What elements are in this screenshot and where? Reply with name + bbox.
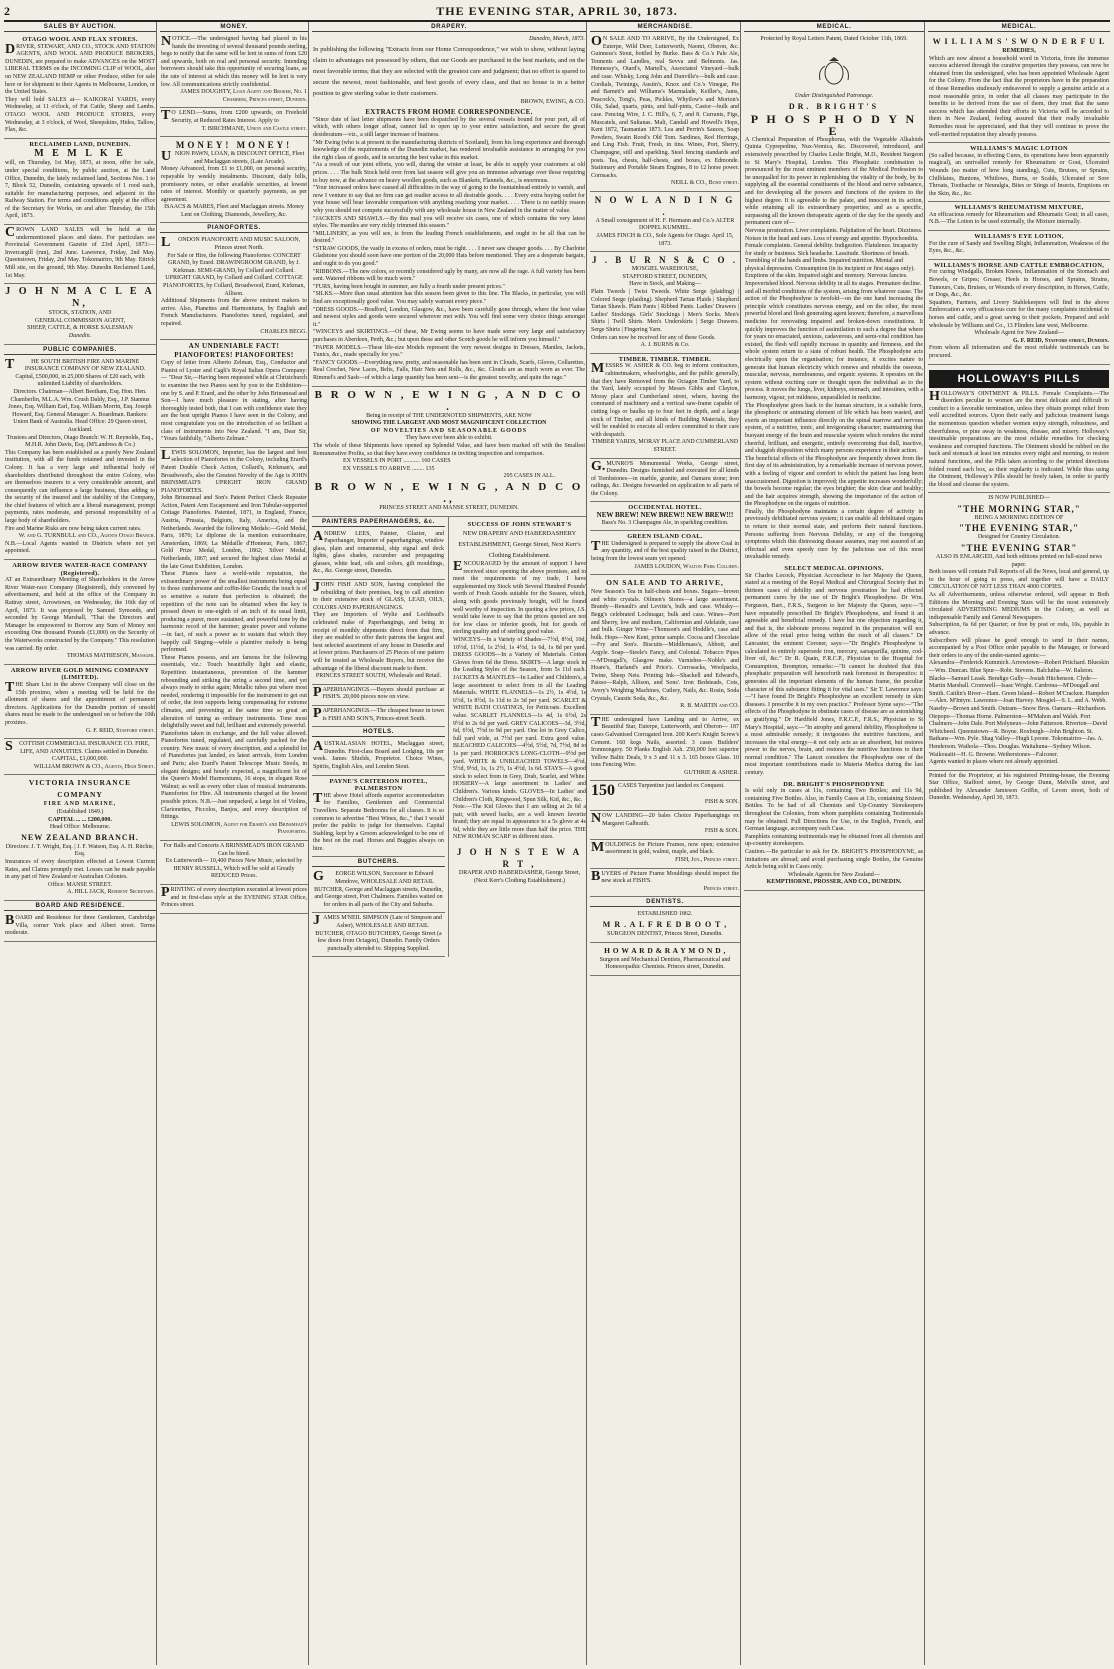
ad-australasian-hotel: AUSTRALASIAN HOTEL, Maclaggan street, Dunedin. First-class Board and Lodging, 18s per week. James Shields, Proprietor. Choice Wines, Spirits, English Ales, and London Stout. (312, 739, 445, 775)
drapery-subcolumns (312, 517, 586, 958)
imprint: Printed for the Proprietor, at his registered Printing-house, the Evening Star Office, Stafford street, by George Dunn, Melville street, and published by Alexander Jamieson Griffin, of Leven street, both of Dunedin. Wednesday, April 30, 1873. (929, 772, 1109, 802)
ad-george-wilson: GEORGE WILSON, Successor to Edward Mendove, WHOLESALE AND RETAIL BUTCHER, George and Maclaggan streets, Dunedin, and George street, Port Chalmers. Families waited on for orders in all parts of the City and Suburbs. (312, 869, 445, 913)
ad-printing: PRINTING of every description executed at lowest prices and in first-class style at the EVENING STAR Office, Princes street. (160, 885, 308, 914)
ad-andrew-lees: ANDREW LEES, Painter, Glazier, and Paperhanger, Importer of paperhangings, window glass, plain and ornamental, ship signal and deck lights, glass shades, cucumber and propagating glasses, white lead, oils and colors, gilt mouldings, &c., &c. George street, Dunedin. (312, 529, 445, 581)
royal-crest (745, 56, 923, 90)
section-header: DRAPERY. (312, 22, 586, 32)
ad-reclaimed-land: RECLAIMED LAND, DUNEDIN. M E M L K E will, on Thursday, 1st May, 1873, at noon, offer for sale, under special conditions, by public auction, at the Land Office, Dunedin, the lately reclaimed land, Sections Nos. 1 to 7, Block 52, Dunedin, containing upwards of 1 rood each, suitable for manufacturing purposes, and adjacent to the Railway Station. For terms and conditions apply at the office of the Secretary for Works, on and after Thursday, the 15th April, 1873. (4, 139, 156, 225)
subcolumn-left: PAINTERS PAPERHANGERS, &c. ANDREW LEES, Painter, Glazier, and Paperhanger, Importer of paperhangings, window glass, plain and ornamental, ship signal and deck lights, glass shades, cucumber and propagating glasses, white lead, oils and colors, gilt mouldings, &c., &c. George street, Dunedin. JOHN FISH AND SON, having completed the rebuilding of their premises, beg to call attention to their extensive stock of GLASS, LEAD, OILS, COLORS AND PAPERHANGINGS. They are Importers of Wylie and Lochhead's celebrated make of Paperhangings, and being in receipt of monthly shipments direct from that firm, they are enabled to offer their patrons the largest and best selected assortment of any house in Dunedin and at lower prices. Purchasers of 25 Pieces of one pattern will be treated as Wholesale Buyers, but receive the advantage of the liberal discount made to them. PRINCES STREET SOUTH, Wholesale and Retail. PAPERHANGINGS.—Buyers should purchase at FISH'S. 20,000 pieces now on view. PAPERHANGINGS.—The cheapest house in town is FISH AND SON'S, Princes-street South. HOTELS. AUSTRALASIAN HOTEL, Maclaggan street, Dunedin. First-class Board and Lodging, 18s per week. James Shields, Proprietor. Choice Wines, Spirits, English Ales, and London Stout. PAYNE'S CRITERION HOTEL, PALMERSTON THE above Hotel affords superior accommodation for Families, Gentlemen and Commercial Travellers. Separate Bedrooms for all classes. It is so common to advertise "Best Wines, &c.," that I would prefer the public to judge for themselves. Capital Stabling, kept by a Groom acknowledged to be one of the best on the road. Horses and Buggies always on hire. BUTCHERS. GEORGE WILSON, Successor to Edward Mendove, WHOLESALE AND RETAIL BUTCHER, George and Maclaggan streets, Dunedin, and George street, Port Chalmers. Families waited on for orders in all parts of the City and Suburbs. JAMES M'NEIL SIMPSON (Late of Simpson and Asher), WHOLESALE AND RETAIL BUTCHER, OTAGO BUTCHERY, George Street (a few doors from Octagon), Dunedin. Family Orders punctually attended to. Shipping Supplied. (312, 517, 449, 958)
ad-to-lend: TO LEND.—Sums, from £200 upwards, on Freehold Security, at Reduced Rates Interest. Apply to T. BIRCHMANE, Union and Castle street. (160, 108, 308, 137)
section-header: PUBLIC COMPANIES. (4, 345, 156, 355)
column-drapery (312, 22, 587, 1665)
ad-south-british: THE SOUTH BRITISH FIRE AND MARINE INSURANCE COMPANY OF NEW ZEALAND. Capital, £500,000, in 25,000 Shares of £20 each, with unlimited Liability of shareholders. Directors. Chairman—Albert Beetham, Esq. Hon. Hen. Chamberlin, M.L.A. Wm. Crush Daldy, Esq., J.P. Stannus Jones, Esq. William Earl, Esq. William Morrin, Esq. Joseph Howard, Esq. General Manager: A. Boardman. Bankers: Union Bank of Australia. Head Office: 29 Queen street, Auckland. Trustees and Directors, Otago Branch: W. H. Reynolds, Esq., M.H.R. John Davis, Esq. (M'Landress & Co.) This Company has been established as a purely New Zealand institution, with all the funds retained and invested in the Colony. It has a very large and influential body of shareholders distributed throughout the entire Colony, who are themselves insurers to a very considerable amount, and consequently can influence a large business, thus adding to the security of the insured and the stability of the Company, the chief features of which are a liberal management, prompt payments, rates moderate, and personal responsibility of a large body of shareholders. Fire and Marine Risks are now being taken current rates. W. and G. TURNBULL and CO., Agents Otago Branch. N.B.—Local Agents wanted in Districts where not yet appointed. (4, 357, 156, 560)
ad-john-maclean: J O H N M A C L E A N, STOCK, STATION, AND GENERAL COMMISSION AGENT, SHEEP, CATTLE, & HORSE SALESMAN Dunedin. (4, 284, 156, 344)
section-header: BOARD AND RESIDENCE. (4, 901, 156, 911)
section-header: MERCHANDISE. (590, 22, 740, 32)
ad-paperhangings-1: PAPERHANGINGS.—Buyers should purchase at FISH'S. 20,000 pieces now on view. (312, 685, 445, 706)
masthead (4, 4, 1110, 22)
ad-criterion-hotel: PAYNE'S CRITERION HOTEL, PALMERSTON THE above Hotel affords superior accommodation for Families, Gentlemen and Commercial Travellers. Separate Bedrooms for all classes. It is so common to advertise "Best Wines, &c.," that I would prefer the public to judge for themselves. Capital Stabling, kept by a Groom acknowledged to be one of the best on the road. Horses and Buggies always on hire. (312, 776, 445, 858)
section-header: MONEY. (160, 22, 308, 32)
ad-occidental-hotel: OCCIDENTAL HOTEL. NEW BREW! NEW BREW!! NEW BREW!!! Bass's No. 3 Champagne Ale, in sparkling condition. (590, 502, 740, 531)
column-medical-2 (928, 22, 1110, 1665)
ad-howard-raymond: H O W A R D & R A Y M O N D , Surgeon and Mechanical Dentists, Pharmaceutical and Homoeopathic Chemists. Princes street, Dunedin. (590, 943, 740, 976)
ad-martin-sale: ON SALE AND TO ARRIVE, New Season's Tea in half-chests and boxes. Sugars—brown and white crystals. Oilmen's Stores—a large assortment. Brandy—Renault's and Levitte's, bulk and case. Whisky—Begg's celebrated Lochnagar, bulk and case. Wines—Port and Sherry, low and medium, Californian and Adelaide, case and bulk. Ginger Wine—Thomson's and Hoddle's, case and bulk. Hops—New Kent, prime sample. Cocoa and Chocolate—Fry and Son's. Biscuits—Middlemass's, Abbott, and Argyle. Soap—Steele's Fancy, and Colonial. Tobacco Pipes—M'Dougall's, Glasgow make. Varnishes—Noble's and Hoare's, Harland's and Price's. Corrosacks, Woolpacks, Twine, Sheep Nets. Printing Ink—Shackell and Edward's, Paisso—Ralph, Allison, and Sons'. Iron Bedsteads, Cots, Avery's Weighing Machines, Cutlery, Nails, &c. Rosin, Soda Crystals, Caustic Soda, &c., &c. R. B. MARTIN and CO. (590, 575, 740, 715)
ad-otago-wool: OTAGO WOOL AND FLAX STORES. DRIVER, STEWART, AND CO., STOCK AND STATION AGENTS, AND WOOL AND PRODUCE BROKERS, DUNEDIN, are prepared to make ADVANCES on the MOST LIBERAL TERMS on the INCOMING CLIP of WOOL, also on NEW ZEALAND HEMP or other Produce, either for sale here or for shipment to their Agents in Melbourne, London, or the United States. They will hold SALES at— KAIKORAI YARDS, every Wednesday, at 11 o'clock, of Fat Cattle, Sheep and Lambs. OTAGO WOOL AND PRODUCE STORES, every Wednesday, at 3 o'clock, of Wool, Sheepskins, Hides, Tallow, Flax, &c. (4, 34, 156, 139)
ad-lewis-solomon: LEWIS SOLOMON, Importer, has the largest and best selection of Pianofortes in the Colony, including Erard's Patent Double Check Action, Collard's, Kirkman's, and Broadwood's, also the Greatest Novelty of the Age is JOHN BRINSMEAD'S UPRIGHT IRON GRAND PIANOFORTES. John Brinsmead and Son's Patent Perfect Check Repeater Action, Patent Arm Escapement and Iron Tubular-supported Cottage Pianofortes. Patented, 1871, in England, France, Austria, Prussia, Belgium, Italy, America, and the Netherlands. Awarded the following Medals:—Gold Medal, Paris, 1870; Le diplome de la mention extraordinaire, Amsterdam, 1869; La Médaille d'Honneur, Paris, 1867; Gold Prize Medal, London, 1862; Silver Medal, Netherlands, 1867; and secured the highest class Medal at the late Great Exhibition, London. These Pianos have a world-wide reputation, the extraordinary power of the smallest instruments being equal to those cumbersome and coffin-like Grands; the touch is of so sensitive a nature that perfection is obtained; the repetition of the note can be obtained when the key is pressed down to one-eighth of an inch of its usual limit, producing a purer, more sustained, and powerful tone by the harmonic recoil of the hammer; greater power and volume—in fact, of such a power as to sustain that which they happily call Singing—while a plaintive melody is being performed. These Pianos possess, and are famous for the following essentials, viz.: Touch beautifully light and elastic, Repetition instantaneous, prevention of the hammer rebounding and striking the string a second time, and yet always ready to strike again; Metallic tubes put where most needed, rendering it impossible for the instrument to get out of order, the iron supports being compensating for extreme climates, and preventing at the same time so great an alteration of tuning as ordinary instruments. Tone most delightfully sweet and full, brilliant and extremely powerful. Pianofortes taken in exchange, and the full value allowed. Pianofortes tuned, regulated, and carefully packed for the country. New music of every description, and a splendid lot of Pianofortes just landed, ex latest arrivals, from London and Paris; also Erard's Patent Telescope Music Stools, in elegant designs; and hourly expected, a magnificent lot of the Queen's Model Harmoniums, 16 stops, in elegant Rose Walnut; as well as every other class of musical instruments. Pianofortes for Hire. All instruments charged at the lowest possible prices. N.B.—Just unpacked, a large lot of Violins, Clarionettes, Piccolos, Banjos, and every description of fittings. LEWIS SOLOMON, Agent for Erard's and Brinsmead's Pianofortes. (160, 448, 308, 841)
ad-munro-monumental: G.MUNRO'S Monumental Works, George street, Dunedin. Designs furnished and executed for all kinds of Tombstones—in marble, granite, and Oamaru stone; iron railings, &c. Designs forwarded on application to all parts of the Colony. (590, 459, 740, 503)
ad-notice-loans: NOTICE.—The undersigned having had placed in his hands the investing of several thousand pounds sterling, begs to notify that the same will be lent in sums of from £20 and upwards, both on real and personal security. Intending borrowers should take this opportunity of securing loans, as the rate of interest at which this money will be lent is very low. All communications strictly confidential. JAMES DOUGHTY, Loan Agent and Broker, No. 1 Chambers, Princes street, Dunedin. (160, 34, 308, 108)
ad-now-landing-paper: NOW LANDING—20 bales Choice Paperhangings ex Margaret Galbraith. FISH & SON. (590, 811, 740, 840)
ad-burns-mosgiel: J . B U R N S & C O . MOSGIEL WAREHOUSE, STAFFORD STREET, DUNEDIN, Have in Stock, and Making— Plain Tweeds | Twist Tweeds. White Serge (plaiding) | Colored Serge (plaiding). Shepherd Tartan Plaids | Shepherd Tartan Shawls. Plain Pants | Ribbed Pants. Ladies' Drawers | Ladies' Stockings. Girls' Stockings | Men's Socks. Men's Shirts | Twill Shirts. Men's Underskirts | Serge Drawers. Serge Shirts | Fingering Yarn. Orders can now be received for any of these Goods. A. J. BURNS & Co. (590, 252, 740, 354)
section-header: PIANOFORTES. (160, 223, 308, 233)
ad-london-pianoforte: LONDON PIANOFORTE AND MUSIC SALOON, Princes street North. For Sale or Hire, the following Pianofortes: CONCERT GRAND, by Erard. DRAWINGROOM GRAND, by J. Kirkman. SEMI-GRAND, by Collard and Collard. UPRIGHT GRAND, by Collard and Collard. COTTAGE PIANOFORTES, by Collard, Broadwood, Erard, Kirkman, Allison. Additional Shipments from the above eminent makers to arrive. Also, Pianettes and Harmoniums, by English and French Manufacturers. Pianofortes tuned, regulated, and repaired. CHARLES BEGG. (160, 235, 308, 340)
page-number: 2 (4, 4, 10, 18)
ad-arrow-river-water: ARROW RIVER WATER-RACE COMPANY (Registered). AT an Extraordinary Meeting of Shareholders in the Arrow River Water-race Company (Registered), duly convened by advertisement, and held at the office of the Company in Rattray street, Arrowtown, on Wednesday, the 16th day of April, 1873. It was proposed by Samuel Symonds, and seconded by George Marshall, "That the Directors and Manager be empowered to Borrow any Sum of Money not exceeding One thousand Pounds (£1,000) on the Security of the Waterworks constructed by the Company." This resolution was carried. By order. THOMAS MATHIESON, Manager. (4, 560, 156, 665)
ad-paperhangings-2: PAPERHANGINGS.—The cheapest house in town is FISH AND SON'S, Princes-street South. (312, 706, 445, 727)
ad-undeniable-fact: AN UNDENIABLE FACT! PIANOFORTES! PIANOFORTES! Copy of letter from Alberto Zelman, Esq., Conductor and Pianist of Lyster and Cagli's Royal Italian Opera Company:— "Dear Sir,—Having been requested while at Christchurch to examine the two Pianos sent by you to the Exhibition—one by S. and P. Erard, and the other by John Brinsmead and Son—I have much pleasure in stating, after having thoroughly tested both, that I can with confidence state they are the best upright Pianos I have seen in the Colony, and most congratulate you on the introduction of so brilliant a class of instruments into New Zealand. "I am, Dear Sir, "Yours faithfully, "Alberto Zelman." (160, 340, 308, 448)
ad-brinsmead-hire: For Balls and Concerts A BRINSMEAD'S IRON GRAND Can be hired. Ex Lutterworth— 10,400 Pieces New Music, selected by HENRY RUSSELL, Which will be sold at Greatly REDUCED Prices. (160, 841, 308, 885)
column-medical-1 (744, 22, 925, 1665)
ad-green-island-coal: GREEN ISLAND COAL. THE Undersigned is prepared to supply the above Coal in any quantity, and of the best quality raised in the District, being from the lowest seam yet opened. JAMES LOUDON, Walton Park Colliery. (590, 531, 740, 575)
ad-alfred-boot: ESTABLISHED 1862. M R . A L F R E D B O O T , SURGEON DENTIST, Princes Street, Dunedin. (590, 909, 740, 942)
ad-union-pawn: MONEY! MONEY! UNION PAWN, LOAN, & DISCOUNT OFFICE, Fleet and Maclaggan streets, (Late Arcade). Money Advanced, from £1 to £1,000, on personal security, repayable by weekly instalments. Discount, daily bills, promissory notes, or other available securities, at lowest rates of interest. Monthly or quarterly payments, as per agreement. ISAACS & MARES, Fleet and Maclaggan streets. Money Lent on Clothing, Diamonds, Jewellery, &c. (160, 137, 308, 223)
ad-turpentine: 150 CASES Turpentine just landed ex Conquest. FISH & SON. (590, 781, 740, 811)
ad-now-landing-kummel: N O W L A N D I N G . A Small consignment of H. F. Hermann and Co.'s ALTER DOPPEL KUMMEL. JAMES FINCH & CO., Sole Agents for Otago. April 15, 1873. (590, 192, 740, 252)
ad-morning-star: IS NOW PUBLISHED— "THE MORNING STAR," BEING A MORNING EDITION OF "THE EVENING STAR," Designed for Country Circulation. "THE EVENING STAR" ALSO IS ENLARGED, And both editions printed on full-sized news paper. Both issues will contain Full Reports of all the News, local and general, up to the hour of going to press, and together will have a DAILY CIRCULATION OF NOT LESS THAN 4000 COPIES. As all Advertisements, unless otherwise ordered, will appear in Both Editions the Morning and Evening Stars will be the most extensively circulated ADVERTISING MEDIUMS in the Colony, as well as indispensable Family and General Newspapers. Subscription, 6s 6d per Quarter; or free by post or rods, 10s, payable in advance. Subscribers will please be good enough to send in their names, accompanied by a Post Office order payable to the Manager, or forward their orders to any of the under-named agents:— Alexandra—Frederick Kummich. Arrowtown—Robert Pritchard. Blueskin—Wm. Duncan. Blue Spur—Robt. Stevens. Balclutha—W. Ralston. Blacks—Samuel Leask. Bendigo Gully—Josiah Hitchenson. Clyde—Martin Marshall. Cromwell—Isaac Wright. Cardrona—M'Dougall and Smith. Caitlin's River—Ham. Green Island—Robert M'Cracken. Hampden—Alex. M'Intyre. Lawrence—Joan Harvey. Mosgiel—S. L. and A. Webb. Naseby—Brown and Smith. Outram—Snow Bros. Oamaru—Richardson. Otepopo—Thomas Horne. Palmerston—M'Mahon and Walsh. Port Chalmers—John Dale. Port Molyneux—John Patterson. Riverton—David Whitcheed. Queenstown—R. Boyne. Roxburgh—John Brighton. St. Bathans—Wm. Pyle. Shag Valley—Hugh Lyeone. Tokomairiro—Jas. A. Henderson. Waihola—Thos. Douglas. Waitahuna—Sydney Wilson. Waikouaiti—H. G. Browne. Wetherstones—Falconer. Agents wanted in places where not already appointed. (928, 493, 1110, 770)
ad-john-fish: JOHN FISH AND SON, having completed the rebuilding of their premises, beg to call attention to their extensive stock of GLASS, LEAD, OILS, COLORS AND PAPERHANGINGS. They are Importers of Wylie and Lochhead's celebrated make of Paperhangings, and being in receipt of monthly shipments direct from that firm, they are enabled to offer their patrons the largest and best selected assortment of any house in Dunedin and at lower prices. Purchasers of 25 Pieces of one pattern will be treated as Wholesale Buyers, but receive the advantage of the liberal discount made to them. PRINCES STREET SOUTH, Wholesale and Retail. (312, 580, 445, 685)
ad-horse-embrocation: WILLIAMS'S HORSE AND CATTLE EMBROCATION, For curing Windgalls, Broken Knees, Inflammation of the Stomach and Bowels, or Gripes; Grease; Heels in Horses, and Sprains, Strains, Tumours, Cuts, Bruises, or Wounds of every description, in Horses, Cattle, or Dogs, &c., &c. Squatters, Farmers, and Livery Stablekeepers will find in the above Embrocation a very efficacious cure for the many complaints incidental to horses and cattle, and a great saving to their pockets. Prepared and sold wholesale by Williams and Co., 13 Flinders lane west, Melbourne. Wholesale Agent for New Zealand— G. F. REID, Stafford street, Dunedin. From whom all information and the most reliable testimonials can be procured. (928, 260, 1110, 365)
royal-arms-icon (812, 56, 856, 86)
ad-brown-ewing-shipments: B R O W N , E W I N G , A N D C O . Being in receipt of THE UNDERNOTED SHIPMENTS, ARE NOW SHOWING THE LARGEST AND MOST MAGNIFICENT COLLECTION OF NOVELTIES AND SEASONABLE GOODS They have ever been able to exhibit. The whole of these Shipments have opened up Splendid Value, and have been marked off with the Smallest Remunerative Profits, so that they have every confidence in inviting inspection and comparison. EX VESSELS IN PORT ........... 160 CASES EX VESSELS TO ARRIVE ........ 135 295 CASES IN ALL. B R O W N , E W I N G , A N D C O ., PRINCES STREET AND MANSE STREET, DUNEDIN. (312, 387, 586, 517)
ad-arrow-river-gold: ARROW RIVER GOLD MINING COMPANY (LIMITED). THE Share List in the above Company will close on the 15th proximo, when a meeting will be held for the allotment of shares and the appointment of permanent directors. Applications for the Dunedin portion of unsold shares must be made to the undersigned on or before the 10th proximo. G. F. REID, Stafford street. (4, 665, 156, 739)
ad-board-residence: BOARD and Residence for three Gentlemen, Cambridge Villa, corner York place and Albert street. Terms moderate. (4, 913, 156, 942)
ad-magic-lotion: WILLIAMS'S MAGIC LOTION (So called because, in effecting Cures, its operations have been apparently magical), an unrivalled remedy for Rheumatism or Gout, Ulcerated Wounds (no matter of how long standing), Cuts, Bruises, or Sprains, Chilblains, Bunions, Whitlows, Burns, or Scalds, Ulcerated or Sore Throats, Toothache or Neuralgia, Bites or Stings of Insects, Eruptions on the Skin, &c., &c. (928, 143, 1110, 202)
ad-picture-frames: BUYERS of Picture Frame Mouldings should inspect the new stock at FISH'S. Princes street. (590, 869, 740, 898)
holloways-banner: HOLLOWAY'S PILLS (929, 370, 1109, 388)
ad-brown-ewing-extracts: Dunedin, March, 1873. In publishing the following "Extracts from our Home Correspondence," we wish to show, without laying claim to advantages not possessed by others, that our Goods are purchased in the best markets, and on the most favorable terms; that they are selected with the greatest care and judgment; that no effort is spared to secure the newest, most fashionable, and best goods of every class, and that no house is in a better position to give sterling value to their customers. BROWN, EWING, & CO. EXTRACTS FROM HOME CORRESPONDENCE. "Since date of last letter shipments have been despatched by the several vessels bound for your port, all of which, with others longer afloat, cannot fail to open up to your entire satisfaction, and secure the great desideratum—viz., a still larger increase of business. "Mr Ewing (who is at present in the manufacturing districts of Scotland), from his long experience and thorough knowledge of the requirements of the Dunedin market, has rendered invaluable assistance in arranging for you the right class of goods, and in securing the best value in this market. "As a result of our joint efforts, you will, during the winter at least, be able to supply your customers at old prices. . . . The bulk Stock held over from last season will give you an immense advantage over those requiring to buy now, at the advance on heavy woollen goods, such as Blankets, Flannels, &c., is enormous. "Your increased orders have caused all difficulties in the way of going to the fountainhead entirely to vanish, and now I venture to say that no firm can get readier access to all desirable goods. . . . Every extra buying outlet for your house will bear favorable comparison with anything reaching your market. . . . There is no earthly reason why you should not compete successfully with any wholesale house in New Zealand in the matter of value. "JACKETS AND SHAWLS.—By this mail you will receive six cases, one of which contains the very latest styles. The mantles are very richly trimmed this season." "MILLINERY, as you will see, is from the leading French establishments, and ought to be all that can be desired." "STRAW GOODS, the vastly in excess of orders, must be right. . . . I never saw cheaper goods. . . . By Charlotte Gladstone you should soon have one portion of the 20,000 Hats before mentioned. They are a desperate bargain, and ought to do you good." "RIBBONS.—The new colors, so recently considered ugly by many, are now all the rage. A full variety has been sent. Watered ribbons will be much worn." "FURS, having been bought in summer, are fully a fourth under present prices." "SILKS.—More than usual attention has this season been given to this line. The Blacks, in particular, you will find are exceptionally good value. You may safely warrant every piece." "DRESS GOODS.—Bradford, London, Glasgow, &c., have been carefully gone through, where the best value and newest styles and goods were secured wherever met with. You will find some very choice things amongst it." "WINCEYS and SKIRTINGS.—Of these, Mr Ewing seems to have made some very large and satisfactory purchases in Aberdeen, Perth, &c.; but upon these and other Scotch goods he will inform you himself." "PAPER MODELS.—These life-size Models represent the very newest designs in Dresses, Mantles, Jackets, Tunics, &c., made specially for you." "FANCY GOODS.—Everything new, pretty, and seasonable has been sent in Clouds, Scarfs, Gloves, Collarettes, Real Crochet, New Laces, Belts, Falls, Hair Nets and Rolls, &c., &c. Clouds are as much worn as ever. The Rimmel's and Sash—of which a large quantity has been sent—is the greatest novelty, and quite the rage." (312, 34, 586, 387)
ad-crown-land: CROWN LAND SALES will be held at the undermentioned places and dates. For particulars see Provincial Government Gazette of 23rd April, 1873:— Invercargill (run), 2nd June. Lawrence, Friday, 2nd May. Queenstown, Friday, 2nd May. Tokomairiro, 9th May. Ettrick Mill site, on the ground, 9th May. Dunedin Reclaimed Land, 1st May. (4, 225, 156, 284)
section-header: DENTISTS. (590, 897, 740, 907)
column-money (160, 22, 309, 1665)
ad-williams-remedies: W I L L I A M S ' S W O N D E R F U L REMEDIES, Which are now almost a household word in Victoria, from the immense success achieved through the curative properties they possess, can now be obtained from the undersigned, who has been appointed Wholesale Agent for the Colony. From the fact that the proprietors have in the preparation of those Remedies studiously endeavored to supply a genuine article at a most reasonable price, in order that all classes may participate in the benefits to be derived from the use of them, they trust that the same success which has attended their efforts in Victoria will be accorded to them in New Zealand, feeling assured that their really invaluable Remedies must be appreciated, and that they will continue to prove the well-merited reputation they already possess. (928, 34, 1110, 143)
ad-phosphodyne: Protected by Royal Letters Patent, Dated October 11th, 1869. Under Distinguished Patronage. DR. BRIGHT'S P H O S P H O D Y N E A Chemical Preparation of Phosphorus, with the Vegetable Alkaloids Quinia Cyprepedine, Nux-Vomica, &c. Discovered, introduced, and extensively prescribed by Charles Leslie Bright, M.D., Resident Surgeon to St Mary's Hospital, London. This Phosphatic combination is pronounced by the most eminent members of the Medical Profession to be unequalled for its power in replenishing the vitality of the body, by its supplying all the essential constituents of the blood and nerve substance, and for developing all the powers and functions of the system to the highest degree. It is agreeable to the palate, and innocent in its action, while retaining all its extraordinary properties; and as a specific, surpassing all the known therapeutic agents of the day for the speedy and permanent cure of— Nervous prostration. Liver complaints. Palpitation of the heart. Dizziness. Noises in the head and ears. Loss of energy and appetite. Hypochondria. Female complaints. General debility. Indigestion. Flatulence. Incapacity for study or business. Sick headache. Lassitude. Shortness of breath. Trembling of the hands and limbs. Impaired nutrition. Mental and physical depression. Consumption (in its incipient or first stages only). Eruptions of the skin. Impaired sight and memory. Nervous fancies. Impoverished blood. Nervous debility in all its stages. Premature decline. and all morbid conditions of the system, arising from whatever cause. The action of the Phosphodyne is twofold—on the one hand increasing the principle which constitutes nervous energy, and on the other, the most powerful blood and flesh generating agent known; therefore, a marvellous medicine for renovating impaired and broken-down constitutions. It quickly improves the function of assimilation to such a degree that where for years no emaciated, anxious, cadaverous, and semi-vital condition has existed, the flesh will rapidly increase in quantity and firmness, and the whole system return to a state of robust health. The Phosphodyne acts electrically upon the organisation; for instance, it excites nature to generate that human electricity which renews and rebuilds the osseous, muscular, nervous, membranous, and organic systems. It operates on the system without exciting care or thought upon the individual as to the process. It moves the lungs, liver, kidneys, stomach, and intestines, with a harmony, vigour, yet mildness, unparalleled in medicine. The Phosphodyne gives back to the human structure, in a suitable form, the phosphoric or animating element of life which has been wasted, and exerts an important influence directly on the spinal marrow and nervous system, of a nutritive, tonic, and invigorating character; maintaining that buoyant energy of the brain and muscular system which renders the mind cheerful, brilliant, and energetic, entirely overcoming that dull, inactive, and sluggish disposition which many persons experience in their action. The beneficial effects of the Phosphodyne are frequently shown from the first day of its administration, by a remarkable increase of nervous power, with a feeling of vigour and comfort to which the patient has long been unaccustomed. Digestion is improved; the appetite increases wonderfully; the bowels become regular; the eyes brighter; the skin clear and healthy; and the hair acquires strength, showing the importance of the action of the Phosphodyne on the organs of nutrition. Finally, the Phosphodyne maintains a certain degree of activity in previously debilitated nervous system; it can enable all debilitated organs to return to their normal state, and perform their natural functions. Persons suffering from Nervous Debility, or any of the foregoing symptoms which this distressing disease assumes, may rest assured of an effectual and even speedy cure by the judicious use of this most invaluable remedy. SELECT MEDICAL OPINIONS. Sir Charles Locock, Physician Accoucheur to her Majesty the Queen, stated at a meeting of the Royal Medical and Chirurgical Society that in thirteen cases of debility and nervous prostration he had effected permanent cures by the use of Dr Bright's Phosphodyne. Dr Wm. Ferguson, Bart., F.R.S., Surgeon to her Majesty the Queen, says:—"I have repeatedly prescribed Dr Bright's Phosphodyne, and found it an agreeable and beneficial remedy. I have but one objection regarding it, and that is, the elaborate process required in the preparation will not allow of the retail price being within the reach of all classes." Dr Lancaster, the eminent Coroner, says:—"Dr Bright's Phosphodyne is calculated to entirely supersede iron, mercury, sarsaparilla, quinine, cod-liver oil, &c." Dr R. Quain, F.R.C.P., Physician to the Hospital for Consumption, Brompton, remarks:—"It cannot be doubted that this phosphatic preparation will henceforth rank foremost in therapeutics: it generates all the important elements of the human frame, the peculiar character of this substance fitting it for vital uses." Sir T. Lawrence says:—"I have found Dr Bright's Phosphodyne an excellent remedy in skin diseases. I prescribe it in my own practice." Professor Syme says:—"The effects of the Phosphodyne in obstinate cases of disease are as astonishing as gratifying." Dr Hardfield Jones, F.R.C.P., F.R.S., Physician to St Mary's Hospital, says:—"In atrophy and general debility, Phosphodyne is a most admirable remedy; it invigorates the nutritive functions, and increases the vital energy—it not only acts as an absorbent, but restores power to the nerves, brain, and restores the nutritive functions to their normal condition." The Lancet considers the Phosphodyne one of the most important contributions made to Materia Medica during the last century. DR. BRIGHT'S PHOSPHODYNE Is sold only in cases at 11s, containing Two Bottles; and 11s 9d, containing Five Bottles. Also, in Family Cases at 13s, containing Sixteen Bottles. To be had of all Chemists and Up-Country Storekeepers throughout the Colonies, from whom pamphlets containing Testimonials may be obtained. Full Directions for Use, in the English, French, and German language, accompany each Case. Pamphlets containing testimonials may be obtained from all chemists and up-country storekeepers. Caution.—Be particular to ask for Dr. BRIGHT'S PHOSPHODYNE, as imitations are abroad; and avoid purchasing single Bottles, the Genuine Article being sold in Cases only. Wholesale Agents for New Zealand— KEMPTHORNE, PROSSER, AND CO., DUNEDIN. (744, 34, 924, 891)
ad-eye-lotion: WILLIAMS'S EYE LOTION, For the cure of Sandy and Swelling Blight, Inflammation, Weakness of the Eyes, &c., &c. (928, 231, 1110, 260)
column-merchandise (590, 22, 741, 1665)
ad-neill-co: ON SALE AND TO ARRIVE, By the Undersigned, Ex Euterpe, Wild Deer, Lutterworth, Naomi, Oberon, &c. Guinness's Stout, bottled by Burke. Bass & Co.'s Pale Ale, Tennents and Landles, real Sevva and Belmonts. Jas. Hennessy's, Otard's, Martell's, Associated Vineyard—bulk and case. Whisky, Long John and Dunville's—bulk and case. Cordials, Twinings, Austin's, Knox and Co.'s Vinegar, Pie and Barnett's and Williams's Marmalade, Keiller's, Jams, Peacock's, Tong's, Peas, Pickles, Whytlow's and Morton's Oils, Salad, quarts, pints, and half-pints, Castor—bulk and case. Fencing Wire, J. C. Hill's, 6, 7, and 8. Currants, Figs, Muscatels, and Sultanas. Malt, Candall and Howell's Hops, Kent 1872, Tasmanian 1873. Lea and Perrin's Sauces, Soap Powders, Swain Rood's Old Tom. Sardines, Red Herrings, and Ling Fish. Fruit, Fresh, in tins. Wines, Port, Sherry, Champagne, still and sparkling. Steel fencing standards and posts. Tea, chests, half-chests, and boxes, ex Edmonde. Stationary and Portable Steam Engines, 8 to 12 horse power. Cornsacks. NEILL & CO., Bond street. (590, 34, 740, 192)
ad-victoria-insurance: VICTORIA INSURANCE COMPANY FIRE AND MARINE, (Established 1849.) CAPITAL ... ... £200,000. Head Office: Melbourne. NEW ZEALAND BRANCH. Directors: J. T. Wright, Esq. | J. F. Watson, Esq. A. H. Ritchie, Esq. Insurances of every description effected at Lowest Current Rates, and Claims promptly met. Losses can be made payable in any part of New Zealand or Australian Colonies. Office: MANSE STREET. A. HILL JACK, Resident Secretary. (4, 775, 156, 901)
section-header: MEDICAL. (744, 22, 924, 32)
ad-scottish-commercial: SCOTTISH COMMERCIAL INSURANCE CO. FIRE, LIFE, AND ANNUITIES. Claims settled in Dunedin. CAPITAL, £1,000,000. WILLIAM BROWN & CO., Agents, High Street. (4, 739, 156, 775)
ad-guthrie-asher: THE undersigned have Landing and to Arrive, ex Beautiful Star, Euterpe, Lutterworth, and Oberon— 187 cases Galvanised Corrugated Iron. 200 Kerr's Knight Screw's Cement. 160 kegs Nails, assorted. 3 cases Builders' Ironmongery. 50 Planks English Ash. 250,000 feet superior Yellow Baltic Deals, 9 x 3 and 11 x 3. 165 boxes Glass. 10 tons Fencing Wire. GUTHRIE & ASHER. (590, 715, 740, 782)
ad-timber: TIMBER. TIMBER. TIMBER. MESSRS W. ASHER & CO. beg to inform contractors, cabinetmakers, wheelwrights, and the public generally, that they have Removed from the Octagon Timber Yard, to the Yard, lately occupied by Messrs Gibbs and Clayton, Moray place and Cumberland street, where, having the command of machinery and a vertical saw-frame capable of cutting logs or baulks up to four feet in depth, and a large stock of Timber, and all kinds of Building Materials, they will be enabled to execute all orders committed to their care with despatch. TIMBER YARDS, MORAY PLACE AND CUMBERLAND STREET. (590, 354, 740, 459)
ad-mouldings: MOULDINGS for Picture Frames, now open; extensive assortment in gold, walnut, maple, and black. FISH, Jun., Princes street. (590, 840, 740, 869)
ad-holloways: HOLLOWAY'S PILLS HOLLOWAY'S OINTMENT & PILLS. Female Complaints.—The disorders peculiar to women are the most delicate and difficult to conduct to a favorable termination, unless they obtain prompt relief from well accredited sources. Upon their early and judicious treatment hangs the momentous question whether women enjoy strength, robustness, and cheerfulness, or pine away in weakness, disease, and misery. Holloway's inestimable preparations are the most reliable remedies for checking weakness and corrupted functions. The Ointment should be rubbed on the back and stomach at least ten minutes every night and morning, to restore natural functions, and the Pills taken according to the printed directions folded round each box, as their regularity is indicated. While thus using the Ointment, Holloway's Pills should be freely taken, in order to purify the blood and cleanse the system. (928, 365, 1110, 494)
section-header: MEDICAL. (928, 22, 1110, 32)
column-auctions (4, 22, 157, 1665)
subcolumn-right: SUCCESS OF JOHN STEWART'S NEW DRAPERY AND HABERDASHERY ESTABLISHMENT, George Street, Next Kerr's Clothing Establishment. ENCOURAGED by the amount of support I have received since opening the above premises, and to meet the requirements of my trade, I have supplemented my Stock with Several Hundred Pounds' worth of Fresh Goods suitable for the Season, which, along with goods previously bought, will be found well worthy of inspection. In quoting a few prices, J.S. would take leave to say that the prices quoted are not for low class or inferior goods, but for goods of sterling quality and of sterling good value. WINCEYS—In a Variety of Shades—7½d, 8½d, 10d, 10½d, 11½d, 1s 2½d, 1s 4½d, 1s 6d, 1s 8d per yard. DRESS GOODS—In a Variety of Materials. Cotton Gloves from 6d the Dress. SKIRTS—A large stock in the Leading Styles of the Season, from 5s 11d each. JACKETS & MANTLES—In Ladies' and Children's, a large assortment to select from in all the Leading Materials. WHITE FLANNELS—1s 2½, 1s 4½d, 1s 6½d, 1s 8½d, 1s 11d to 2s 3d per yard. SCARLET & WHITE BATH COATINGS, for Petticoats. Excellent value. SCARLET FLANNELS—1s 4d, 1s 6½d, 2s 9½d to 2s 6d per yard. GREY CALICOES—3d, 3½d, 6d, 6½d, 7½d to 9d per yard. One lot in Grey Calico, full yard wide, at 7½d per yard. Extra good value. BLEACHED CALICOES—4½d, 5½d, 7d, 7½d, 8d to 1s per yard. HORROCK'S LONG-CLOTH—9½d per yard. WHITE & UNBLEACHED TOWELS—4½d, 5½d, 9½d, 1s, 1s 2½, 1s 4½d, 1s 6d. STAYS—A good stock to select from in Grey, Drab, Scarlet, and White. HOSIERY—A large assortment in Ladies' and Children's. Various kinds. GLOVES—In Ladies' and Children's Cloth, Ringwood, Spun Silk, Kid, &c., &c. Note.—The Kid Gloves that I am selling at 2s 6d a pair, with sewed backs, are a well known favorite brand; they are equal in appearance to a 5s glove at 4s 6d, while they are little more than half the price. THE NEW ROMAN SCARF in different sizes. J O H N S T E W A R T , DRAPER AND HABERDASHER, George Street, (Next Kerr's Clothing Establishment.) (453, 520, 586, 884)
ad-rheumatism-mixture: WILLIAMS'S RHEUMATISM MIXTURE, An efficacious remedy for Rheumatism and Rheumatic Gout; in all cases, N.B.—The Lotion to be used externally, the Mixture internally. (928, 202, 1110, 231)
newspaper-title: THE EVENING STAR, APRIL 30, 1873. (436, 4, 678, 18)
section-header: SALES BY AUCTION. (4, 22, 156, 32)
ad-james-simpson: JAMES M'NEIL SIMPSON (Late of Simpson and Asher), WHOLESALE AND RETAIL BUTCHER, OTAGO BUTCHERY, George Street (a few doors from Octagon), Dunedin. Family Orders punctually attended to. Shipping Supplied. (312, 913, 445, 957)
